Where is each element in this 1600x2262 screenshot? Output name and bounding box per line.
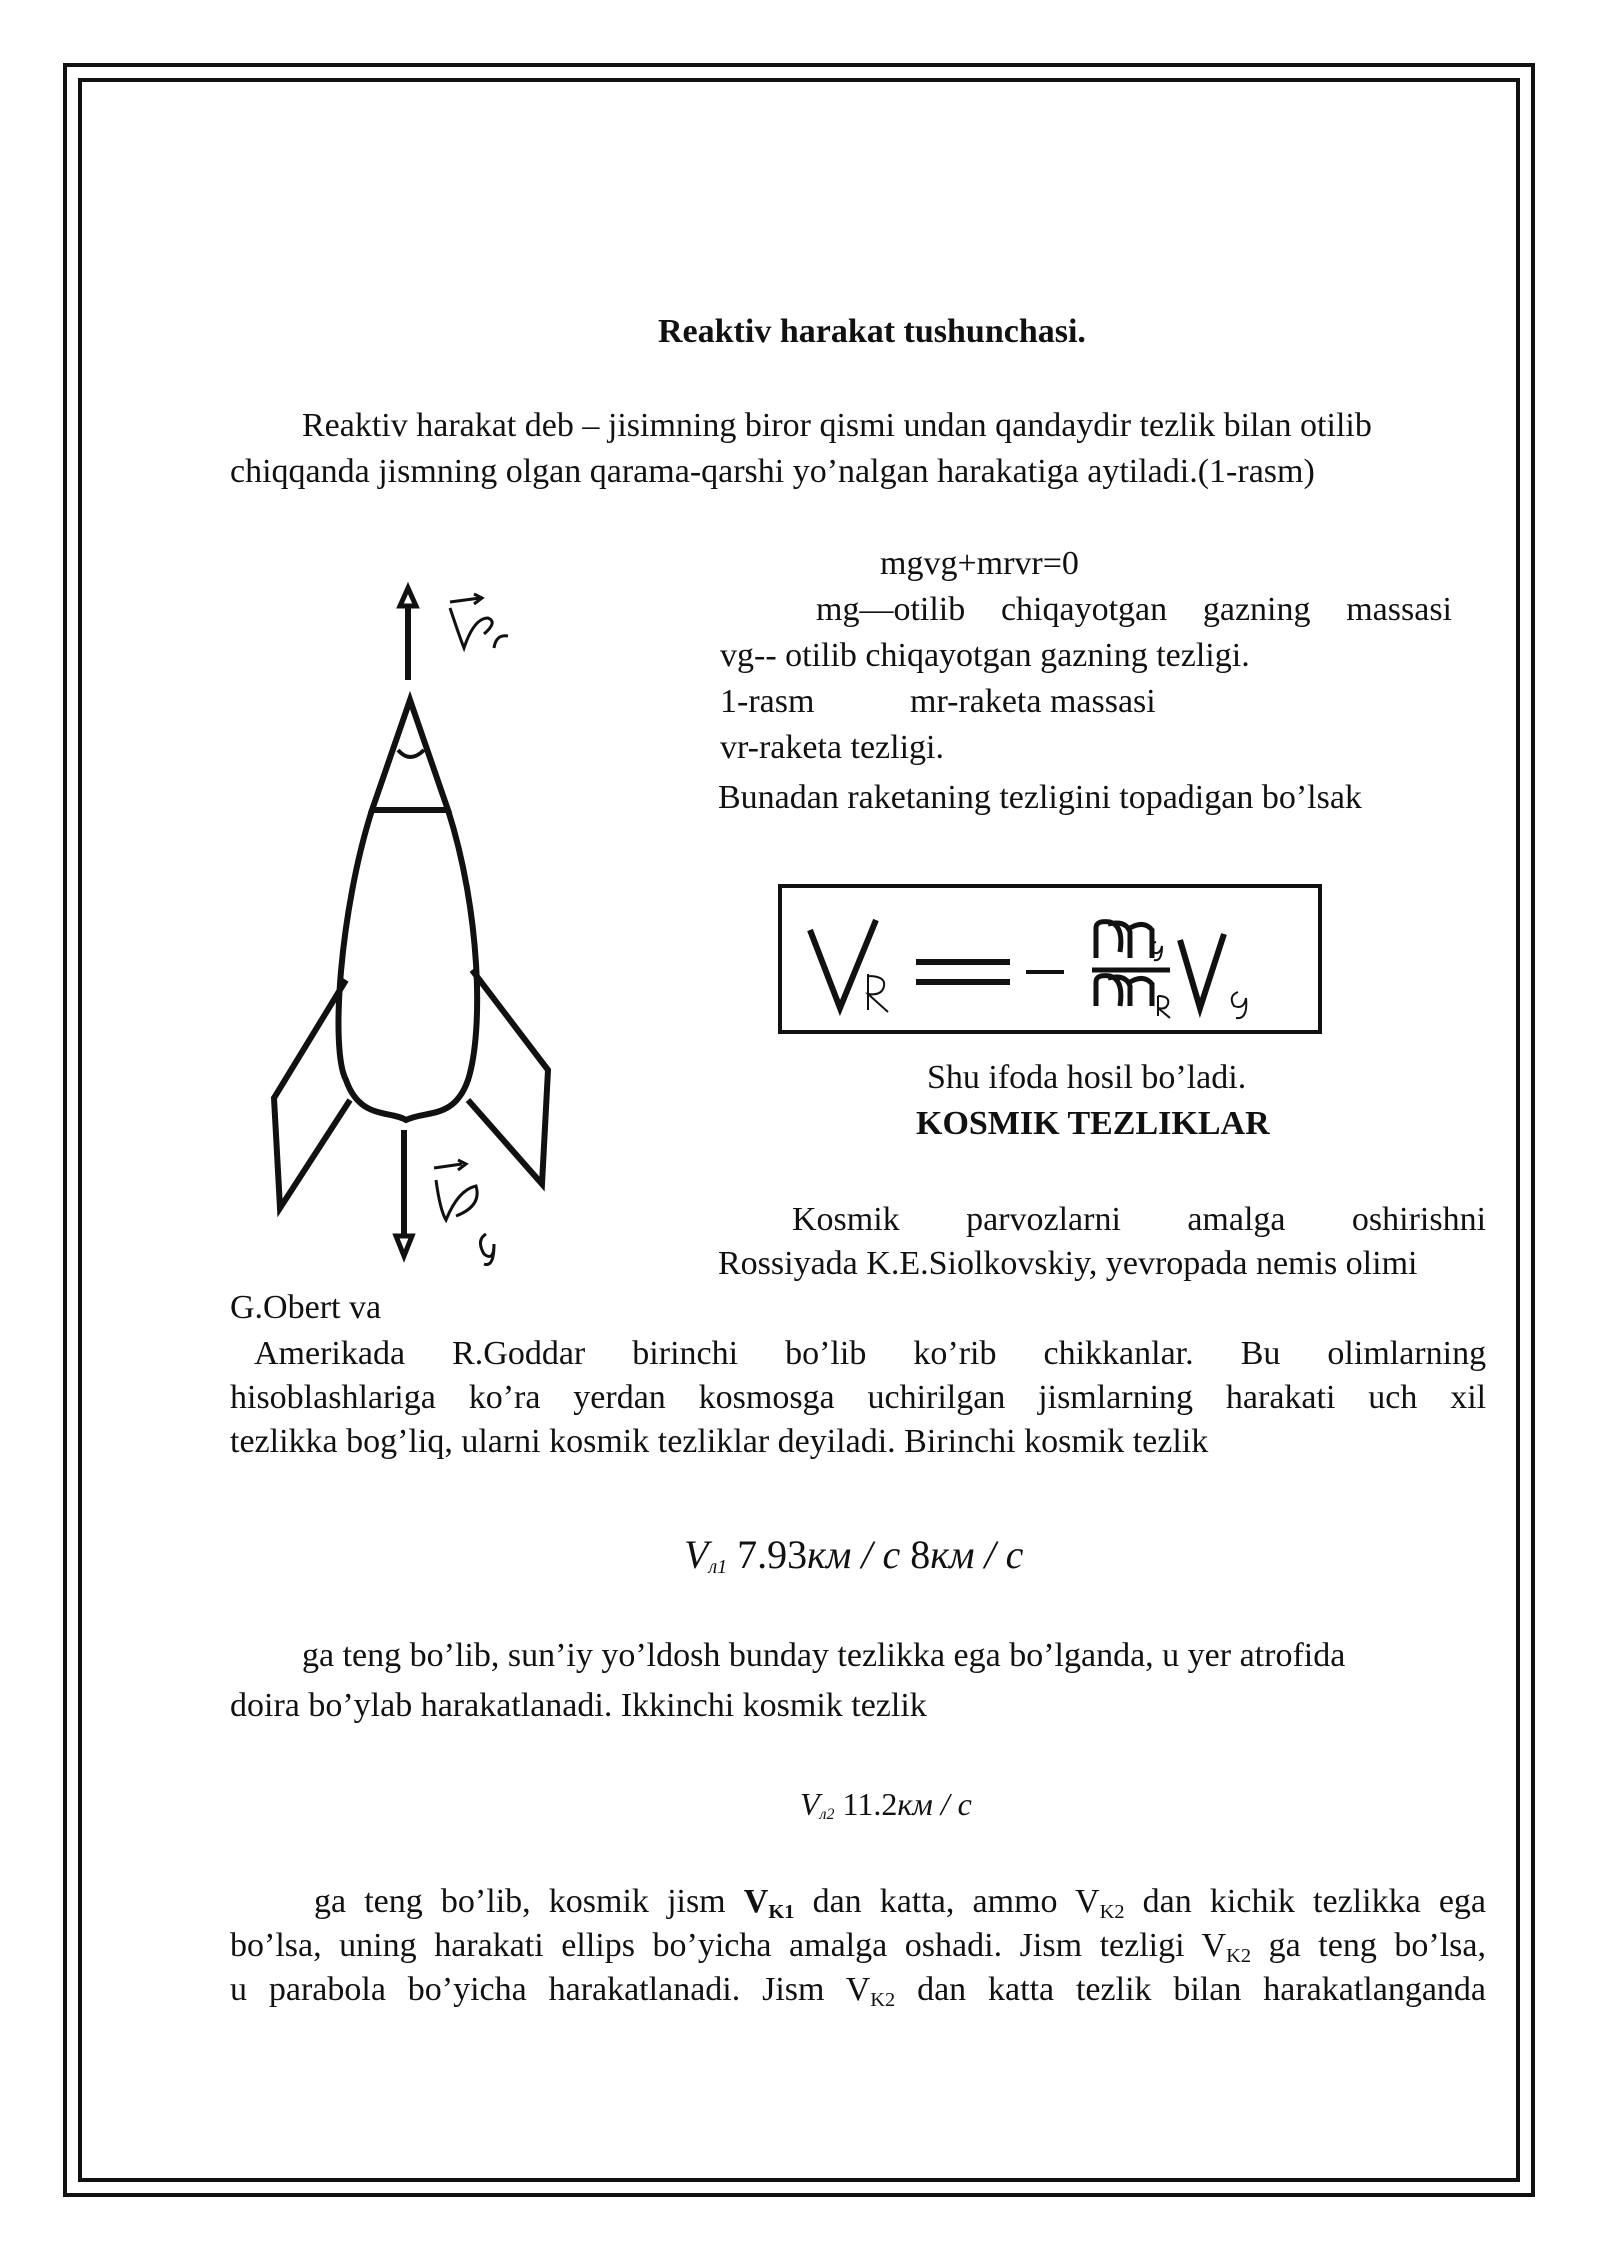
v2-value: 11.2: [842, 1786, 898, 1822]
velocity-formula-drawing: [778, 884, 1322, 1034]
v2-formula: [800, 1784, 972, 1835]
legend-mg: mg—otilib chiqayotgan gazning massasi: [816, 591, 1452, 628]
page-title: Reaktiv harakat tushunchasi.: [658, 313, 1086, 350]
figure-caption: 1-rasm: [720, 683, 815, 720]
legend-mr: mr-raketa massasi: [910, 683, 1156, 720]
after-v2-line-2: bo’lsa, uning harakati ellips bo’yicha amalga oshadi. Jism tezligi VK2 ga teng bo’lsa,: [230, 1927, 1486, 1968]
v1-subscript: л1: [708, 1556, 728, 1578]
v2-unit: км / с: [897, 1786, 972, 1822]
after-v2-line-3: u parabola bo’yicha harakatlanadi. Jism VK2 dan katta tezlik bilan harakatlanganda: [230, 1971, 1486, 2012]
vr-label: [450, 594, 492, 648]
v1-symbol: V: [684, 1532, 709, 1577]
kosmik-line-5: hisoblashlariga ko’ra yerdan kosmosga uchirilgan jismlarning harakati uch xil: [230, 1379, 1487, 1416]
section-title: KOSMIK TEZLIKLAR: [916, 1105, 1270, 1142]
main-equation: mgvg+mrvr=0: [880, 545, 1079, 582]
legend-vg: vg-- otilib chiqayotgan gazning tezligi.: [720, 637, 1250, 674]
after-v1-line-1: ga teng bo’lib, sun’iy yo’ldosh bunday tezlikka ega bo’lganda, u yer atrofida: [302, 1637, 1346, 1674]
kosmik-line-3: G.Obert va: [230, 1289, 382, 1326]
intro-line-2: chiqqanda jismning olgan qarama-qarshi yo’nalgan harakatiga aytiladi.(1-rasm): [230, 453, 1315, 490]
bunadan-text: Bunadan raketaning tezligini topadigan bo’lsak: [718, 779, 1362, 816]
rocket-body: [338, 810, 477, 1120]
v1-unit-2: км / с: [930, 1532, 1024, 1577]
v1-formula: [684, 1530, 1023, 1592]
kosmik-line-6: tezlikka bog’liq, ularni kosmik tezliklar deyiladi. Birinchi kosmik tezlik: [230, 1423, 1209, 1460]
shu-ifoda-text: Shu ifoda hosil bo’ladi.: [927, 1059, 1247, 1096]
v2-subscript: л2: [819, 1806, 835, 1823]
rocket-figure: [250, 580, 570, 1280]
vg-label: [434, 1160, 477, 1220]
v1-value-2: 8: [910, 1532, 931, 1577]
kosmik-line-2: Rossiyada K.E.Siolkovskiy, yevropada nemis olimi: [718, 1245, 1418, 1282]
after-v1-line-2: doira bo’ylab harakatlanadi. Ikkinchi kosmik tezlik: [230, 1687, 927, 1724]
intro-line-1: Reaktiv harakat deb – jisimning biror qismi undan qandaydir tezlik bilan otilib: [302, 407, 1372, 444]
legend-vr: vr-raketa tezligi.: [720, 729, 944, 766]
v2-symbol: V: [800, 1786, 820, 1822]
v1-unit-1: км / с: [807, 1532, 901, 1577]
after-v2-line-1: ga teng bo’lib, kosmik jism VK1 dan katta, ammo VK2 dan kichik tezlikka ega: [314, 1883, 1486, 1924]
kosmik-line-4: Amerikada R.Goddar birinchi bo’lib ko’rib chikkanlar. Bu olimlarning: [254, 1335, 1487, 1372]
v1-value-1: 7.93: [737, 1532, 808, 1577]
kosmik-line-1: Kosmik parvozlarni amalga oshirishni: [792, 1201, 1487, 1238]
